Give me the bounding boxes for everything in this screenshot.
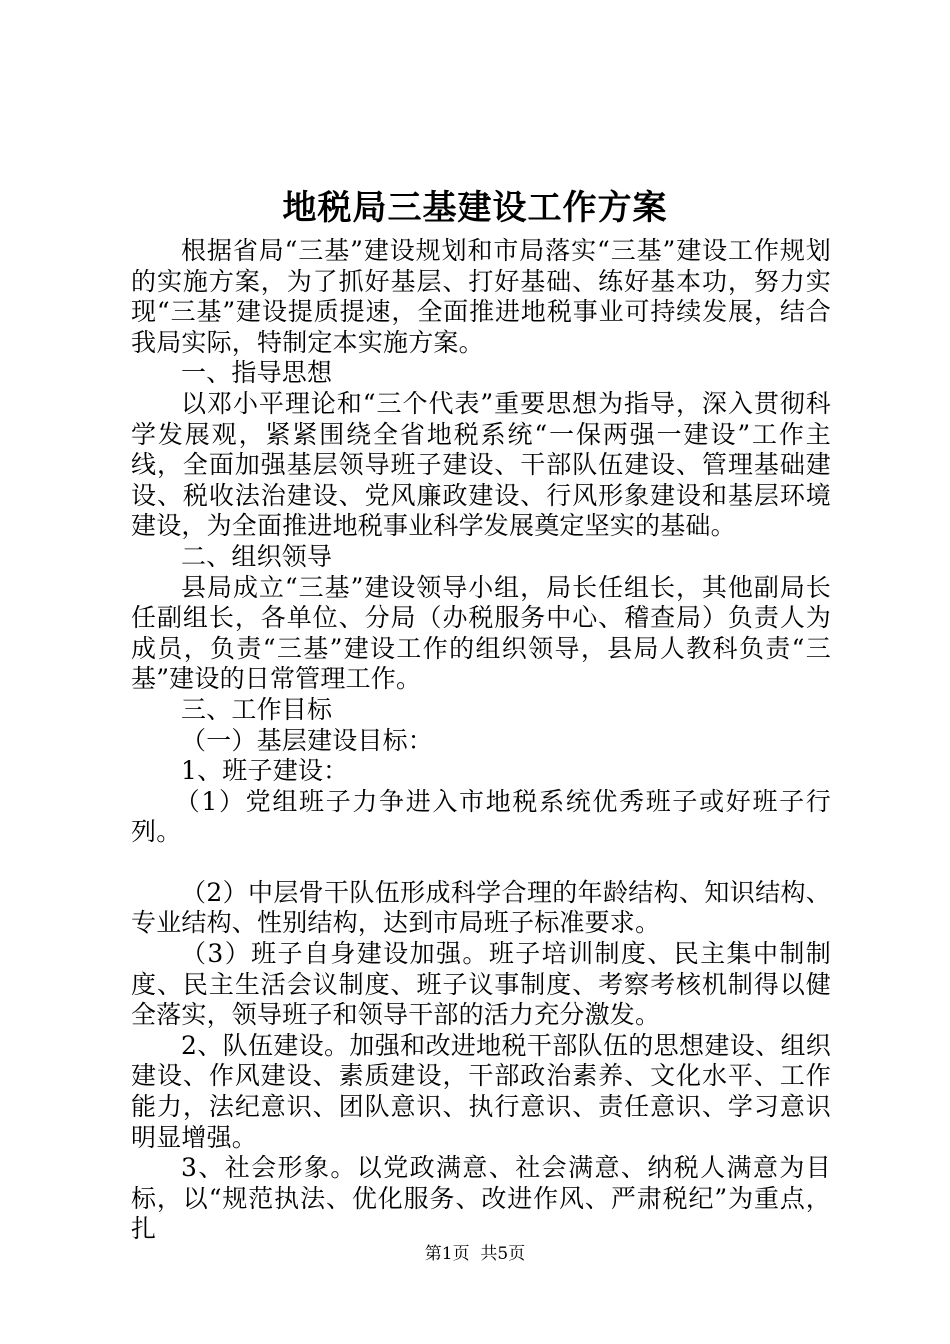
subheading-team-building: 1、班子建设： — [181, 756, 349, 786]
heading-work-goals: 三、工作目标 — [181, 694, 333, 724]
page-footer — [0, 1243, 950, 1265]
paragraph-organization: 县局成立“三基”建设领导小组，局长任组长，其他副局长任副组长，各单位、分局（办税服务中心、稽查局）负责人为成员，负责“三基”建设工作的组织领导，县局人教科负责“三基”建设的日常管理工作。 — [131, 572, 831, 694]
paragraph-guiding-ideology: 以邓小平理论和“三个代表”重要思想为指导，深入贯彻科学发展观，紧紧围绕全省地税系统“一保两强一建设”工作主线，全面加强基层领导班子建设、干部队伍建设、管理基础建设、税收法治建设、党风廉政建设、行风形象建设和基层环境建设，为全面推进地税事业科学发展奠定坚实的基础。 — [131, 388, 831, 541]
paragraph-item-2: （2）中层骨干队伍形成科学合理的年龄结构、知识结构、专业结构、性别结构，达到市局班子标准要求。 — [131, 877, 831, 938]
page-number: 第1页 — [424, 1244, 470, 1264]
document-title: 地税局三基建设工作方案 — [282, 188, 668, 228]
heading-organization: 二、组织领导 — [181, 541, 333, 571]
subheading-grassroots-goals: （一）基层建设目标： — [181, 725, 434, 755]
document-body — [131, 236, 831, 1245]
paragraph-intro: 根据省局“三基”建设规划和市局落实“三基”建设工作规划的实施方案，为了抓好基层、打好基础、练好基本功，努力实现“三基”建设提质提速，全面推进地税事业可持续发展，结合我局实际，特制定本实施方案。 — [131, 236, 831, 357]
paragraph-item-3: （3）班子自身建设加强。班子培训制度、民主集中制制度、民主生活会议制度、班子议事制度、考察考核机制得以健全落实，领导班子和领导干部的活力充分激发。 — [131, 939, 831, 1030]
paragraph-social-image: 3、社会形象。以党政满意、社会满意、纳税人满意为目标，以“规范执法、优化服务、改进作风、严肃税纪”为重点，扎 — [131, 1153, 831, 1244]
paragraph-item-1: （1）党组班子力争进入市地税系统优秀班子或好班子行列。 — [131, 786, 831, 847]
heading-guiding-ideology: 一、指导思想 — [181, 358, 333, 388]
paragraph-team-construction: 2、队伍建设。加强和改进地税干部队伍的思想建设、组织建设、作风建设、素质建设，干部政治素养、文化水平、工作能力，法纪意识、团队意识、执行意识、责任意识、学习意识明显增强。 — [131, 1030, 831, 1152]
page-total: 共5页 — [480, 1244, 526, 1264]
